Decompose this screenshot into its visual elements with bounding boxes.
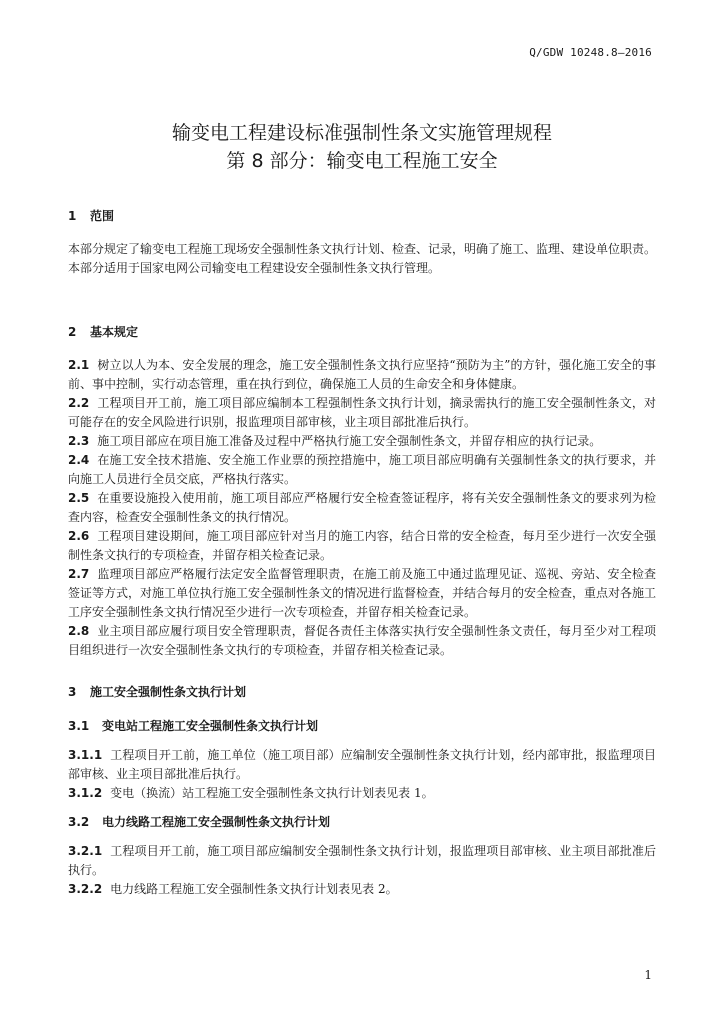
clause: [68, 622, 656, 660]
clause-number: 2.4: [68, 453, 90, 467]
paragraph: 本部分适用于国家电网公司输变电工程建设安全强制性条文执行管理。: [68, 261, 441, 275]
clause: [68, 784, 656, 803]
clause-number: 2.7: [68, 567, 90, 581]
clause: [68, 842, 656, 880]
clause-text: 变电（换流）站工程施工安全强制性条文执行计划表见表 1。: [110, 786, 434, 800]
clause-text: 业主项目部应履行项目安全管理职责，督促各责任主体落实执行安全强制性条文责任，每月至少对工程项目组织进行一次安全强制性条文执行的专项检查，并留存相关检查记录。: [68, 624, 656, 657]
page-number: 1: [644, 968, 652, 982]
subsection-3-2-body: [68, 842, 656, 899]
section-number: 3: [68, 685, 77, 699]
section-title: 范围: [90, 209, 115, 223]
section-1-heading: [68, 207, 114, 224]
clause-number: 2.3: [68, 434, 90, 448]
clause-number: 2.2: [68, 396, 90, 410]
document-subtitle: 第 8 部分：输变电工程施工安全: [226, 150, 498, 172]
section-3-heading: [68, 683, 246, 700]
clause-number: 2.6: [68, 529, 90, 543]
clause-text: 工程项目建设期间，施工项目部应针对当月的施工内容，结合日常的安全检查，每月至少进行一次安全强制性条文执行的专项检查，并留存相关检查记录。: [68, 529, 656, 562]
clause-number: 3.1.1: [68, 748, 103, 762]
clause-number: 2.5: [68, 491, 90, 505]
clause-text: 监理项目部应严格履行法定安全监督管理职责，在施工前及施工中通过监理见证、巡视、旁站、安全检查签证等方式，对施工单位执行施工安全强制性条文的情况进行监督检查，并结合每月的安全检查，重点对各施工工序安全强制性条文执行情况至少进行一次专项检查，并留存相关检查记录。: [68, 567, 657, 619]
section-1-body: [68, 240, 656, 278]
section-number: 2: [68, 325, 77, 339]
paragraph: 本部分规定了输变电工程施工现场安全强制性条文执行计划、检查、记录，明确了施工、监理、建设单位职责。: [68, 242, 657, 256]
section-2-body: [68, 356, 656, 660]
clause: [68, 451, 656, 489]
clause-text: 电力线路工程施工安全强制性条文执行计划表见表 2。: [110, 882, 398, 896]
clause-text: 在施工安全技术措施、安全施工作业票的预控措施中，施工项目部应明确有关强制性条文的执行要求，并向施工人员进行全员交底，严格执行落实。: [68, 453, 656, 486]
subsection-3-2-heading: [68, 813, 330, 830]
clause-text: 在重要设施投入使用前，施工项目部应严格履行安全检查签证程序，将有关安全强制性条文的要求列为检查内容，检查安全强制性条文的执行情况。: [68, 491, 656, 524]
document-title: 输变电工程建设标准强制性条文实施管理规程: [171, 122, 552, 144]
clause: [68, 356, 656, 394]
clause-text: 树立以人为本、安全发展的理念，施工安全强制性条文执行应坚持“预防为主”的方针，强化施工安全的事前、事中控制，实行动态管理，重在执行到位，确保施工人员的生命安全和身体健康。: [68, 358, 656, 391]
section-title: 施工安全强制性条文执行计划: [90, 685, 247, 699]
clause: [68, 880, 656, 899]
clause-number: 2.1: [68, 358, 90, 372]
clause-number: 2.8: [68, 624, 90, 638]
clause: [68, 527, 656, 565]
subsection-number: 3.2: [68, 815, 90, 829]
subsection-3-1-body: [68, 746, 656, 803]
clause-text: 施工项目部应在项目施工准备及过程中严格执行施工安全强制性条文，并留存相应的执行记录。: [97, 434, 602, 448]
clause: [68, 565, 656, 622]
subsection-title: 电力线路工程施工安全强制性条文执行计划: [102, 815, 331, 829]
subsection-title: 变电站工程施工安全强制性条文执行计划: [102, 719, 319, 733]
subsection-number: 3.1: [68, 719, 90, 733]
clause-text: 工程项目开工前，施工项目部应编制安全强制性条文执行计划，报监理项目部审核、业主项目部批准后执行。: [68, 844, 656, 877]
clause: [68, 394, 656, 432]
clause: [68, 489, 656, 527]
clause: [68, 746, 656, 784]
clause-number: 3.1.2: [68, 786, 103, 800]
clause-number: 3.2.2: [68, 882, 103, 896]
section-title: 基本规定: [90, 325, 139, 339]
standard-code: Q/GDW 10248.8—2016: [529, 46, 652, 59]
subsection-3-1-heading: [68, 717, 318, 734]
clause: [68, 432, 656, 451]
clause-text: 工程项目开工前，施工单位（施工项目部）应编制安全强制性条文执行计划，经内部审批，报监理项目部审核、业主项目部批准后执行。: [68, 748, 656, 781]
section-number: 1: [68, 209, 77, 223]
clause-number: 3.2.1: [68, 844, 103, 858]
clause-text: 工程项目开工前，施工项目部应编制本工程强制性条文执行计划，摘录需执行的施工安全强制性条文，对可能存在的安全风险进行识别，报监理项目部审核，业主项目部批准后执行。: [68, 396, 656, 429]
section-2-heading: [68, 323, 138, 340]
